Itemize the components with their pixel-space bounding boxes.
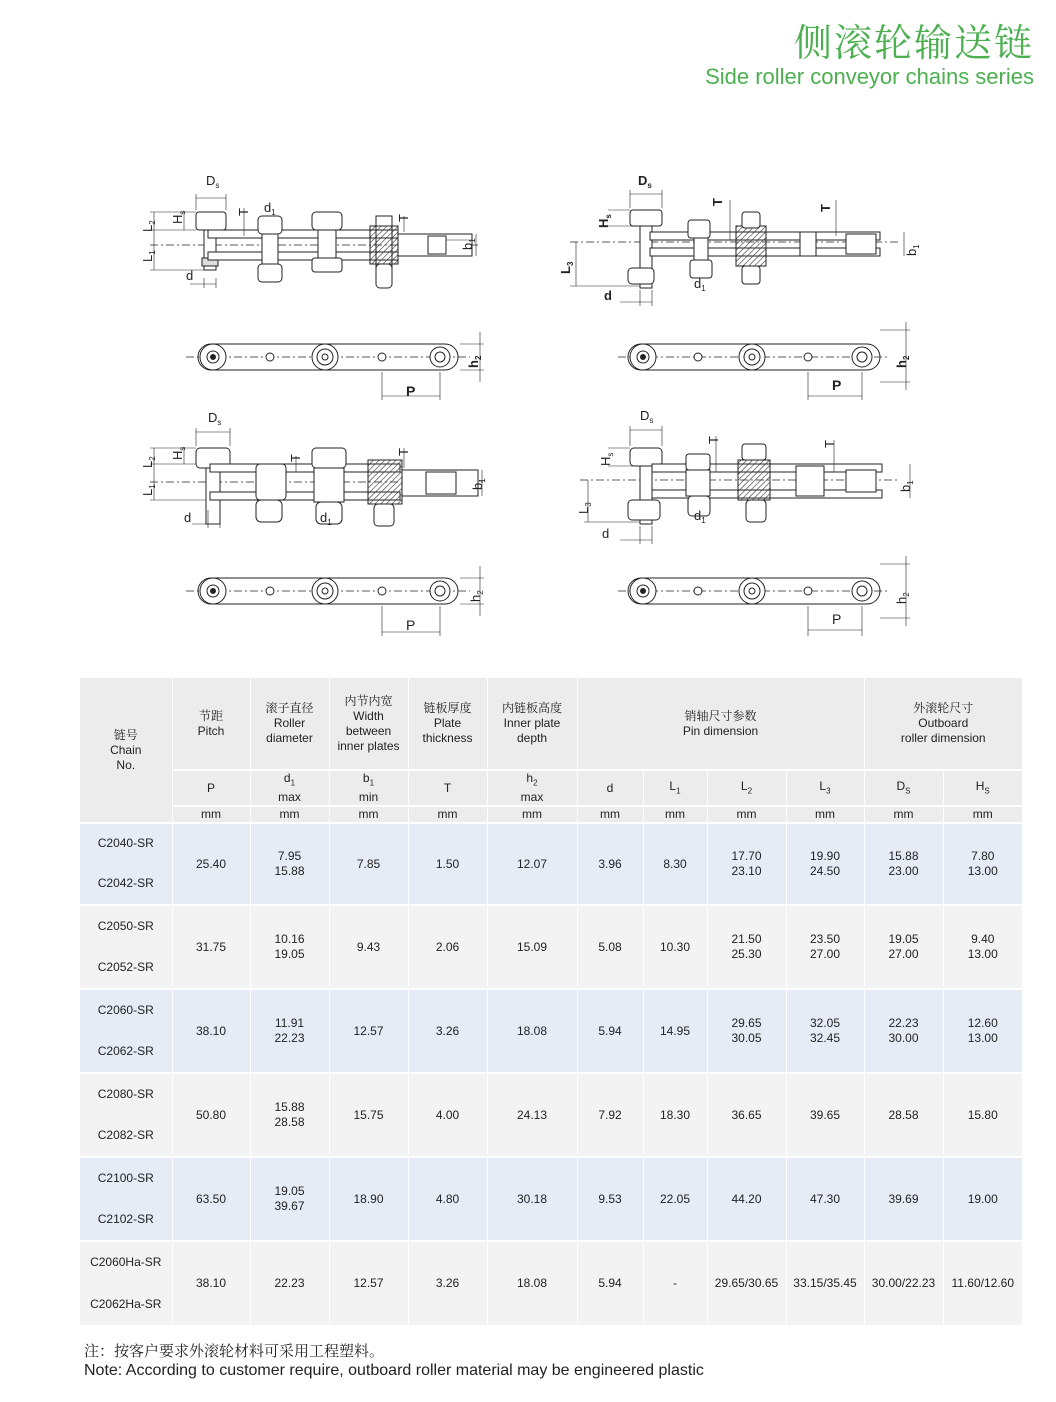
cell-l2-value: 17.70 [731, 849, 762, 864]
unit-cell: mm [172, 806, 250, 823]
cell-t: 2.06 [408, 905, 487, 989]
cell-l3-value: 19.90 [809, 849, 841, 864]
cell-t: 3.26 [408, 1241, 487, 1325]
cell-h2: 30.18 [487, 1157, 577, 1241]
header-outboard: 外滚轮尺寸 Outboard roller dimension [900, 701, 986, 745]
cell-p: 25.40 [172, 823, 250, 905]
spec-table [80, 678, 1022, 1325]
cell-l1: - [643, 1241, 707, 1325]
cell-hs-value: 13.00 [967, 1031, 998, 1046]
cell-l1: 8.30 [643, 823, 707, 905]
unit-cell: mm [864, 806, 943, 823]
header-width: 内节内宽 Width between inner plates [329, 678, 408, 770]
chain-number-cell: C2050-SR [80, 905, 172, 947]
label-b1-4: $b_1$ [898, 480, 915, 492]
note-cn: 注：按客户要求外滚轮材料可采用工程塑料。 [84, 1342, 385, 1360]
table-row [80, 989, 1022, 1031]
cell-b1: 7.85 [329, 823, 408, 905]
cell-hs [943, 989, 1022, 1073]
label-l1-3: $L_1$ [140, 484, 157, 496]
cell-l3-value: 39.65 [809, 1107, 841, 1122]
label-t-7: T [706, 436, 721, 444]
cell-l3-value: 32.05 [809, 1016, 841, 1031]
cell-l1: 14.95 [643, 989, 707, 1073]
chain-number-cell: C2062-SR [80, 1031, 172, 1073]
chain-number-cell: C2060Ha-SR [80, 1241, 172, 1283]
cell-l2 [707, 823, 786, 905]
diagram-plan-view-2 [618, 322, 910, 400]
unit-cell: mm [329, 806, 408, 823]
label-b1-2: $b_1$ [904, 244, 921, 256]
label-t-6: T [396, 448, 411, 456]
table-row [80, 905, 1022, 947]
unit-cell: mm [408, 806, 487, 823]
cell-ds [864, 989, 943, 1073]
unit-cell: mm [577, 806, 643, 823]
cell-h2: 12.07 [487, 823, 577, 905]
cell-d: 7.92 [577, 1073, 643, 1157]
label-hs-2: $H_s$ [596, 214, 613, 228]
cell-ds-value: 23.00 [888, 864, 919, 879]
cell-p: 63.50 [172, 1157, 250, 1241]
symbol-row [80, 770, 1022, 806]
unit-cell: mm [487, 806, 577, 823]
cell-h2: 18.08 [487, 1241, 577, 1325]
sym-ds: $D_S$ [864, 770, 943, 806]
header-pitch: 节距 Pitch [172, 678, 250, 770]
cell-l2 [707, 1073, 786, 1157]
cell-l2-value: 23.10 [731, 864, 762, 879]
cell-ds-value: 15.88 [888, 849, 919, 864]
label-l3-2: $L_3$ [558, 261, 575, 274]
label-p-1: P [406, 383, 416, 399]
cell-ds-value: 39.69 [888, 1191, 919, 1206]
cell-l3 [786, 823, 864, 905]
label-d1-2: $d_1$ [694, 276, 706, 293]
cell-l3-value: 27.00 [809, 947, 841, 962]
cell-hs-value: 9.40 [971, 932, 995, 947]
cell-l2 [707, 1241, 786, 1325]
diagram-plan-view-3 [186, 566, 484, 636]
cell-l3 [786, 905, 864, 989]
label-t: T [396, 214, 411, 222]
unit-cell: mm [786, 806, 864, 823]
cell-d1-value: 15.88 [274, 864, 305, 879]
cell-h2: 18.08 [487, 989, 577, 1073]
cell-h2: 15.09 [487, 905, 577, 989]
cell-ds-value: 30.00/22.23 [871, 1276, 936, 1291]
sym-d1: $d_1$ max [250, 770, 329, 806]
cell-t: 1.50 [408, 823, 487, 905]
cell-hs-value: 11.60/12.60 [951, 1276, 1015, 1291]
cell-hs-value: 7.80 [971, 849, 995, 864]
cell-l2-value: 29.65/30.65 [714, 1276, 779, 1291]
cell-l3 [786, 1241, 864, 1325]
chain-number-cell: C2060-SR [80, 989, 172, 1031]
sym-b1: $b_1$ min [329, 770, 408, 806]
cell-d: 5.08 [577, 905, 643, 989]
label-d1-4: $d_1$ [694, 508, 706, 525]
chain-number-cell: C2062Ha-SR [80, 1283, 172, 1325]
unit-cell: mm [707, 806, 786, 823]
cell-l2-value: 29.65 [731, 1016, 762, 1031]
cell-p: 31.75 [172, 905, 250, 989]
sym-l1: $L_1$ [643, 770, 707, 806]
label-d-2: d [604, 288, 612, 303]
cell-ds-value: 30.00 [888, 1031, 919, 1046]
cell-l3-value: 47.30 [809, 1191, 841, 1206]
cell-l2-value: 25.30 [731, 947, 762, 962]
cell-d: 5.94 [577, 989, 643, 1073]
cell-hs [943, 1073, 1022, 1157]
label-hs: $H_s$ [170, 210, 187, 224]
header-plate: 链板厚度 Plate thickness [408, 678, 487, 770]
cell-d1-value: 15.88 [274, 1100, 305, 1115]
cell-hs [943, 905, 1022, 989]
label-d-4: d [602, 526, 610, 541]
header-depth: 内链板高度 Inner plate depth [487, 678, 577, 770]
header-chain-no: 链号 Chain No. [80, 678, 172, 823]
label-ds-2: $D_s$ [638, 173, 652, 190]
header-pin: 销轴尺寸参数 Pin dimension [577, 678, 864, 770]
table-row [80, 1241, 1022, 1283]
cell-ds-value: 27.00 [888, 947, 919, 962]
page-title-cn: 侧滚轮输送链 [793, 21, 1034, 65]
cell-d1-value: 10.16 [274, 932, 305, 947]
cell-d1 [250, 989, 329, 1073]
cell-d: 5.94 [577, 1241, 643, 1325]
label-l2-3: $L_2$ [140, 456, 157, 468]
table-row [80, 1157, 1022, 1199]
cell-l2-value: 44.20 [731, 1191, 762, 1206]
cell-hs [943, 1157, 1022, 1241]
chain-number-cell: C2052-SR [80, 947, 172, 989]
sym-l2: $L_2$ [707, 770, 786, 806]
unit-cell: mm [643, 806, 707, 823]
label-l3-4: $L_3$ [576, 502, 593, 514]
unit-cell: mm [250, 806, 329, 823]
cell-ds-value: 19.05 [888, 932, 919, 947]
cell-h2: 24.13 [487, 1073, 577, 1157]
cell-hs-value: 13.00 [967, 947, 998, 962]
cell-b1: 15.75 [329, 1073, 408, 1157]
label-t-4: T [818, 204, 833, 212]
chain-number-cell: C2082-SR [80, 1115, 172, 1157]
label-d-3: d [184, 510, 192, 525]
sym-p: P [172, 770, 250, 806]
cell-l3-value: 32.45 [809, 1031, 841, 1046]
cell-d1-value: 7.95 [277, 849, 302, 864]
cell-hs-value: 12.60 [967, 1016, 998, 1031]
cell-d1-value: 22.23 [274, 1276, 305, 1291]
label-hs-3: $H_s$ [170, 446, 187, 460]
cell-b1: 12.57 [329, 989, 408, 1073]
cell-hs [943, 823, 1022, 905]
chain-number-cell: C2102-SR [80, 1199, 172, 1241]
cell-ds [864, 1073, 943, 1157]
cell-d1-value: 22.23 [274, 1031, 305, 1046]
diagram-1-labels [140, 173, 477, 283]
spec-table-body [80, 823, 1022, 1325]
diagram-side-view-3 [150, 428, 486, 528]
cell-d: 3.96 [577, 823, 643, 905]
unit-cell: mm [972, 807, 993, 822]
cell-hs-value: 19.00 [967, 1191, 998, 1206]
label-t-2: T [236, 208, 251, 216]
label-ds-4: $D_s$ [640, 408, 654, 425]
cell-d1-value: 28.58 [274, 1115, 305, 1130]
label-t-8: T [822, 440, 837, 448]
cell-b1: 12.57 [329, 1241, 408, 1325]
cell-l2 [707, 1157, 786, 1241]
label-p-2: P [832, 377, 842, 393]
cell-p: 38.10 [172, 989, 250, 1073]
cell-l3 [786, 1157, 864, 1241]
sym-t: T [408, 770, 487, 806]
cell-l2-value: 21.50 [731, 932, 762, 947]
sym-h2: $h_2$ max [487, 770, 577, 806]
label-t-5: T [288, 454, 303, 462]
cell-d1 [250, 1241, 329, 1325]
unit-row [80, 806, 1022, 823]
cell-ds [864, 1241, 943, 1325]
sym-l3: $L_3$ [786, 770, 864, 806]
label-h2-2: $h_2$ [894, 355, 911, 368]
diagram-side-view-4 [580, 426, 910, 544]
label-h2-4: $h_2$ [894, 592, 911, 604]
cell-d1 [250, 823, 329, 905]
cell-d1-value: 39.67 [274, 1199, 305, 1214]
diagram-side-view-1 [150, 194, 480, 288]
label-l2: $L_2$ [140, 220, 157, 232]
cell-l1: 18.30 [643, 1073, 707, 1157]
label-d: d [186, 268, 194, 283]
label-b1: $b_1$ [460, 238, 477, 250]
label-d1: $d_1$ [264, 200, 276, 217]
cell-p: 38.10 [172, 1241, 250, 1325]
cell-d1 [250, 905, 329, 989]
chain-number-cell: C2080-SR [80, 1073, 172, 1115]
cell-hs-value: 13.00 [967, 864, 998, 879]
cell-l3-value: 24.50 [809, 864, 841, 879]
label-b1-3: $b_1$ [470, 478, 487, 490]
chain-number-cell: C2040-SR [80, 823, 172, 863]
cell-p: 50.80 [172, 1073, 250, 1157]
cell-l3 [786, 1073, 864, 1157]
cell-ds-value: 28.58 [888, 1107, 919, 1122]
cell-d1 [250, 1157, 329, 1241]
diagram-side-view-2 [570, 190, 904, 306]
label-h2-1: $h_2$ [466, 355, 483, 368]
cell-ds [864, 1157, 943, 1241]
cell-l1: 22.05 [643, 1157, 707, 1241]
chain-diagrams [0, 160, 1056, 660]
cell-ds-value: 22.23 [888, 1016, 919, 1031]
cell-b1: 9.43 [329, 905, 408, 989]
cell-d1-value: 19.05 [274, 1184, 305, 1199]
cell-l3-value: 33.15/35.45 [793, 1276, 857, 1291]
cell-l2 [707, 989, 786, 1073]
cell-t: 3.26 [408, 989, 487, 1073]
cell-t: 4.00 [408, 1073, 487, 1157]
cell-l3-value: 23.50 [809, 932, 841, 947]
cell-l2-value: 36.65 [731, 1107, 762, 1122]
sym-d: d [577, 770, 643, 806]
table-row [80, 823, 1022, 863]
diagram-plan-view-4 [618, 556, 910, 636]
label-t-3: T [710, 198, 725, 206]
cell-ds [864, 823, 943, 905]
cell-t: 4.80 [408, 1157, 487, 1241]
cell-d1 [250, 1073, 329, 1157]
cell-ds [864, 905, 943, 989]
label-d1-3: $d_1$ [320, 510, 332, 527]
page-title-en: Side roller conveyor chains series [705, 64, 1034, 89]
diagram-plan-view-1 [186, 332, 484, 400]
chain-number-cell: C2042-SR [80, 863, 172, 905]
cell-b1: 18.90 [329, 1157, 408, 1241]
cell-l3 [786, 989, 864, 1073]
label-p-4: P [832, 611, 842, 627]
label-h2-3: $h_2$ [468, 590, 485, 602]
cell-l1: 10.30 [643, 905, 707, 989]
label-hs-4: $H_s$ [598, 452, 615, 466]
label-p-3: P [406, 617, 416, 633]
table-row [80, 1073, 1022, 1115]
cell-d: 9.53 [577, 1157, 643, 1241]
cell-hs [943, 1241, 1022, 1325]
header-roller: 滚子直径 Roller diameter [250, 678, 329, 770]
cell-d1-value: 11.91 [274, 1016, 305, 1031]
cell-l2-value: 30.05 [731, 1031, 762, 1046]
label-ds-3: $D_s$ [208, 410, 222, 427]
label-ds: $D_s$ [206, 173, 220, 190]
label-l1: $L_1$ [140, 250, 157, 262]
cell-d1-value: 19.05 [274, 947, 305, 962]
cell-hs-value: 15.80 [967, 1107, 998, 1122]
chain-number-cell: C2100-SR [80, 1157, 172, 1199]
sym-hs: $H_S$ [975, 778, 990, 795]
note-en: Note: According to customer require, outboard roller material may be engineered plastic [84, 1362, 704, 1379]
cell-l2 [707, 905, 786, 989]
